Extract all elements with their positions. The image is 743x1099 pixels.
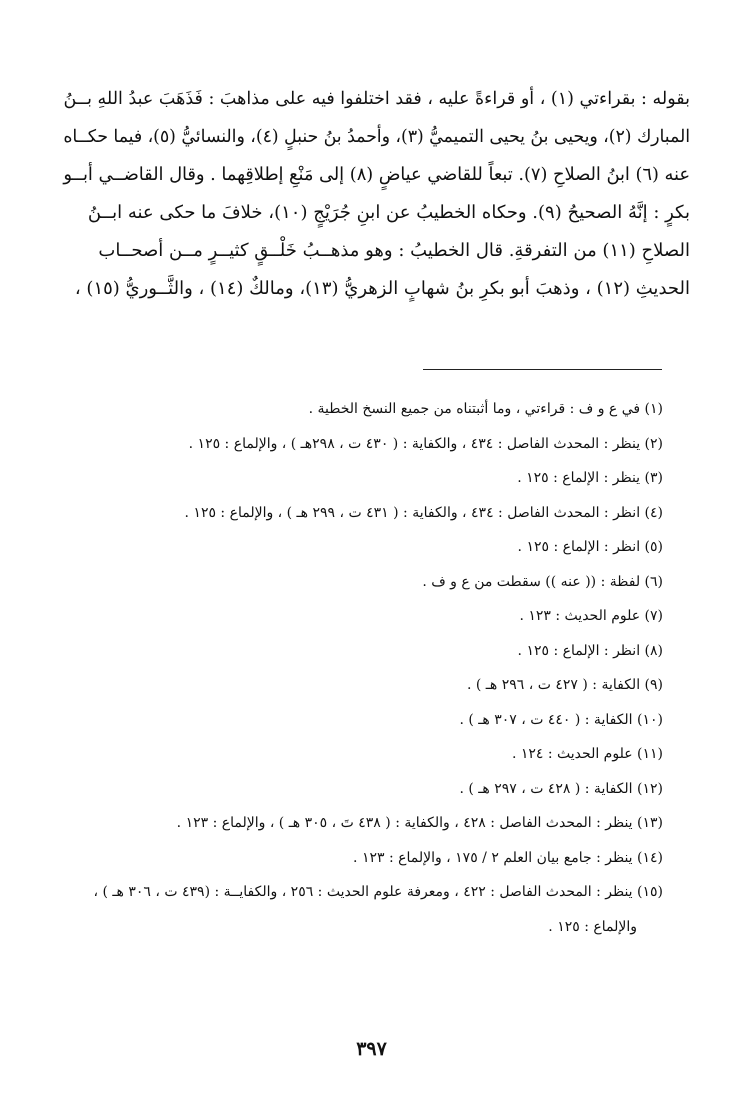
footnote-7: (٧) علوم الحديث : ١٢٣ . bbox=[519, 608, 663, 624]
main-text-line: الصلاحِ (١١) من التفرقةِ. قال الخطيبُ : وهو مذهــبُ خَلْــقٍ كثيــرٍ مــن أصحــاب bbox=[98, 240, 690, 261]
footnote-9: (٩) الكفاية : ( ٤٢٧ ت ، ٢٩٦ هـ ) . bbox=[466, 677, 663, 693]
footnote-15-continuation: والإلماع : ١٢٥ . bbox=[548, 918, 637, 935]
footnote-2: (٢) ينظر : المحدث الفاصل : ٤٣٤ ، والكفاية : ( ٤٣٠ ت ، ٢٩٨هـ ) ، والإلماع : ١٢٥ . bbox=[188, 435, 663, 452]
main-text-line: المبارك (٢)، ويحيى بنُ يحيى التميميُّ (٣)، وأحمدُ بنُ حنبلٍ (٤)، والنسائيُّ (٥)، فيما حكــاه bbox=[63, 127, 690, 147]
main-body-text bbox=[58, 80, 690, 308]
main-text-line: عنه (٦) ابنُ الصلاحِ (٧). تبعاً للقاضي عياضٍ (٨) إلى مَنْعِ إطلاقِهما . وقال القاضــي أبــو bbox=[63, 165, 690, 185]
footnote-10: (١٠) الكفاية : ( ٤٤٠ ت ، ٣٠٧ هـ ) . bbox=[459, 711, 663, 728]
footnote-15: (١٥) ينظر : المحدث الفاصل : ٤٢٢ ، ومعرفة علوم الحديث : ٢٥٦ ، والكفايــة : (٤٣٩ ت ، ٣٠٦ هـ ) ، bbox=[93, 884, 663, 900]
footnote-4: (٤) انظر : المحدث الفاصل : ٤٣٤ ، والكفاية : ( ٤٣١ ت ، ٢٩٩ هـ ) ، والإلماع : ١٢٥ . bbox=[184, 504, 663, 521]
footnote-1: (١) في ع و ف : قراءتي ، وما أثبتناه من جميع النسخ الخطية . bbox=[308, 401, 663, 417]
footnote-12: (١٢) الكفاية : ( ٤٢٨ ت ، ٢٩٧ هـ ) . bbox=[459, 780, 663, 797]
footnote-6: (٦) لفظة : (( عنه )) سقطت من ع و ف . bbox=[422, 573, 663, 590]
main-text-line: بقوله : بقراءتي (١) ، أو قراءةً عليه ، فقد اختلفوا فيه على مذاهبَ : فَذَهَبَ عبدُ اللهِ بــنُ bbox=[63, 89, 690, 109]
footnote-separator bbox=[423, 369, 662, 370]
footnote-11: (١١) علوم الحديث : ١٢٤ . bbox=[511, 746, 663, 762]
main-text-line: الحديثِ (١٢) ، وذهبَ أبو بكرِ بنُ شهابٍ الزهريُّ (١٣)، ومالكٌ (١٤) ، والثَّــوريُّ (١٥) ، bbox=[74, 278, 690, 299]
footnote-8: (٨) انظر : الإلماع : ١٢٥ . bbox=[517, 642, 663, 659]
footnotes-section bbox=[40, 392, 663, 944]
main-text-line: بكرٍ : إنَّهُ الصحيحُ (٩). وحكاه الخطيبُ عن ابنِ جُرَيْجٍ (١٠)، خلافَ ما حكى عنه ابــنُ bbox=[87, 202, 690, 223]
footnote-5: (٥) انظر : الإلماع : ١٢٥ . bbox=[517, 539, 663, 555]
page-number: ٣٩٧ bbox=[356, 1038, 387, 1060]
footnote-13: (١٣) ينظر : المحدث الفاصل : ٤٢٨ ، والكفاية : ( ٤٣٨ تَ ، ٣٠٥ هـ ) ، والإلماع : ١٢٣ . bbox=[176, 815, 663, 831]
footnote-3: (٣) ينظر : الإلماع : ١٢٥ . bbox=[517, 470, 663, 486]
footnote-14: (١٤) ينظر : جامع بيان العلم ٢ / ١٧٥ ، والإلماع : ١٢٣ . bbox=[353, 849, 663, 866]
